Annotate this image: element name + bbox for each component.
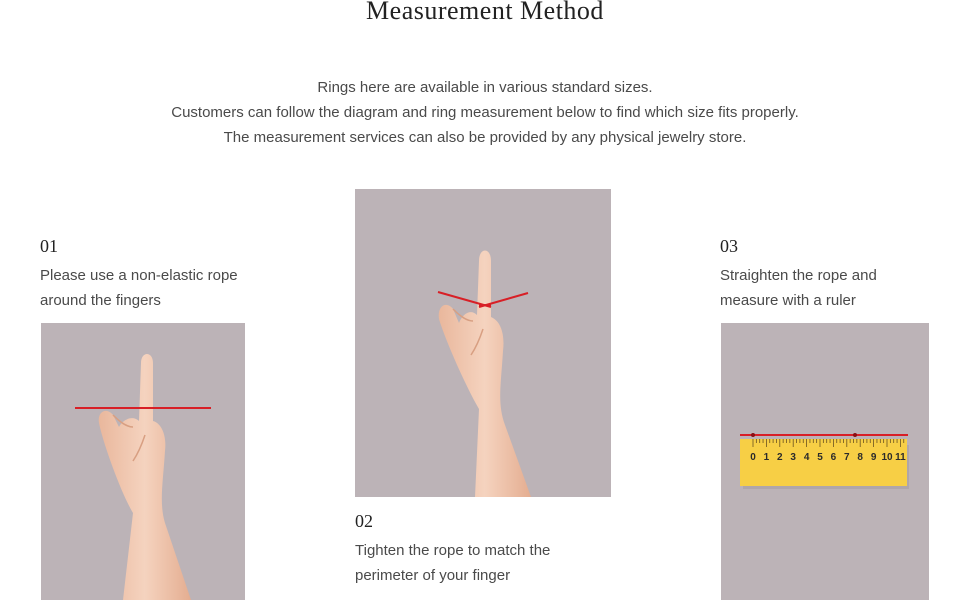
intro-line-1: Rings here are available in various standard sizes. <box>317 79 653 96</box>
intro-line-3: The measurement services can also be provided by any physical jewelry store. <box>223 129 747 146</box>
ruler-label: 9 <box>870 452 877 463</box>
ruler-label: 2 <box>777 452 783 463</box>
step-1-photo <box>41 323 245 600</box>
ruler-label: 1 <box>763 452 770 463</box>
step-2-text-line-2: perimeter of your finger <box>355 567 511 584</box>
step-2-number: 02 <box>355 511 373 531</box>
step-1-text <box>40 263 238 313</box>
intro-line-2: Customers can follow the diagram and ring measurement below to find which size fits properly. <box>171 104 799 121</box>
ruler-label: 3 <box>790 452 796 463</box>
ruler-label: 4 <box>803 452 810 463</box>
step-3-text-line-2: measure with a ruler <box>720 292 856 309</box>
ruler-label: 6 <box>830 452 837 463</box>
hand-rope-tightened-image <box>355 189 611 497</box>
step-2-text-line-1: Tighten the rope to match the <box>355 542 551 559</box>
step-1-text-line-2: around the fingers <box>40 292 161 309</box>
step-2-text <box>355 538 550 588</box>
step-3-text-line-1: Straighten the rope and <box>720 267 877 284</box>
step-3-text <box>720 263 877 313</box>
ruler-label: 8 <box>857 452 863 463</box>
ruler-label: 11 <box>895 452 906 463</box>
ruler-label: 5 <box>817 452 823 463</box>
step-3-number: 03 <box>720 236 738 256</box>
ruler-measure-image <box>721 323 929 600</box>
intro-text <box>0 75 970 150</box>
step-3-photo <box>721 323 929 600</box>
step-1-text-line-1: Please use a non-elastic rope <box>40 267 238 284</box>
ruler-label: 10 <box>881 452 893 463</box>
step-1-number: 01 <box>40 236 58 256</box>
ruler-label: 7 <box>844 452 850 463</box>
page-title: Measurement Method <box>366 0 604 25</box>
hand-rope-around-finger-image <box>41 323 245 600</box>
step-2-photo <box>355 189 611 497</box>
ruler-label: 0 <box>750 452 756 463</box>
